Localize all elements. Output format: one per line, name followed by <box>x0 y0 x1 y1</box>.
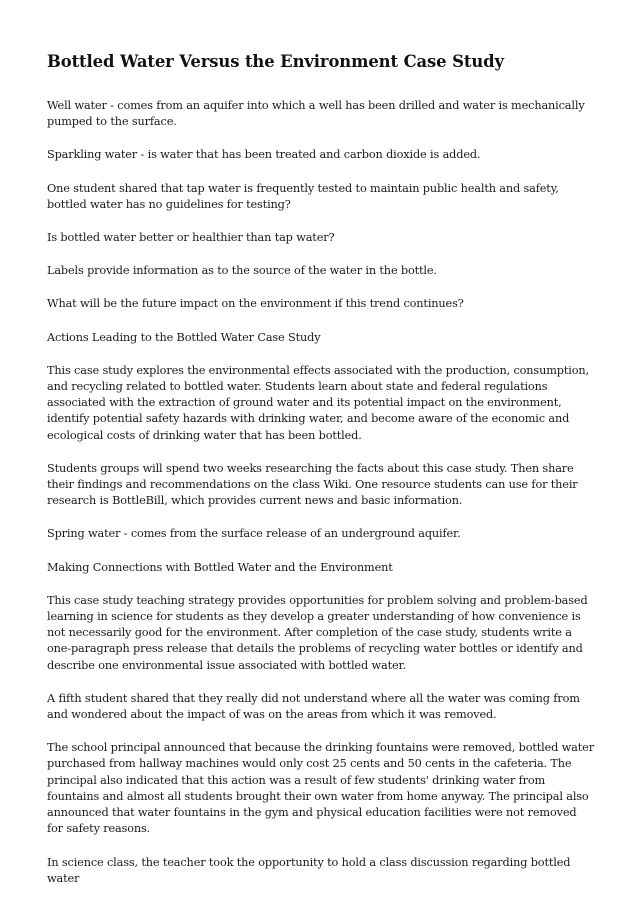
paragraph-tap-water-testing: One student shared that tap water is frequently tested to maintain public health and safety, bottled water has no guidelines for testing? <box>47 181 559 211</box>
paragraph-sparkling-water: Sparkling water - is water that has been treated and carbon dioxide is added. <box>47 148 481 162</box>
paragraph-spring-water: Spring water - comes from the surface release of an underground aquifer. <box>47 527 461 541</box>
section-heading-actions: Actions Leading to the Bottled Water Case Study <box>47 330 321 344</box>
paragraph-science-class: In science class, the teacher took the opportunity to hold a class discussion regarding bottled water <box>47 855 571 885</box>
paragraph-teaching-strategy: This case study teaching strategy provides opportunities for problem solving and problem-based learning in science for students as they develop a greater understanding of how convenience is not necessarily good for the environment. After completion of the case study, students write a one-paragraph press release that details the problems of recycling water bottles or identify and describe one environmental issue associated with bottled water. <box>47 593 588 672</box>
paragraph-well-water: Well water - comes from an aquifer into which a well has been drilled and water is mechanically pumped to the surface. <box>47 99 585 129</box>
paragraph-fifth-student: A fifth student shared that they really did not understand where all the water was coming from and wondered about the impact of was on the areas from which it was removed. <box>47 691 580 722</box>
paragraph-question-healthier: Is bottled water better or healthier than tap water? <box>47 231 335 245</box>
document-title: Bottled Water Versus the Environment Case Study <box>47 52 504 71</box>
paragraph-future-impact: What will be the future impact on the environment if this trend continues? <box>47 297 464 311</box>
paragraph-student-groups: Students groups will spend two weeks researching the facts about this case study. Then share their findings and recommendations on the class Wiki. One resource students can use for their research is BottleBill, which provides current news and basic information. <box>47 461 578 508</box>
paragraph-school-principal: The school principal announced that because the drinking fountains were removed, bottled water purchased from hallway machines would only cost 25 cents and 50 cents in the cafeteria. The principal also indicated that this action was a result of few students' drinking water from fountains and almost all students brought their own water from home anyway. The principal also announced that water fountains in the gym and physical education facilities were not removed for safety reasons. <box>47 741 594 836</box>
section-heading-connections: Making Connections with Bottled Water and the Environment <box>47 560 393 574</box>
paragraph-case-study-explores: This case study explores the environmental effects associated with the production, consumption, and recycling related to bottled water. Students learn about state and federal regulations associated with the extraction of ground water and its potential impact on the environment, identify potential safety hazards with drinking water, and become aware of the economic and ecological costs of drinking water that has been bottled. <box>47 363 589 442</box>
paragraph-labels: Labels provide information as to the source of the water in the bottle. <box>47 264 437 278</box>
